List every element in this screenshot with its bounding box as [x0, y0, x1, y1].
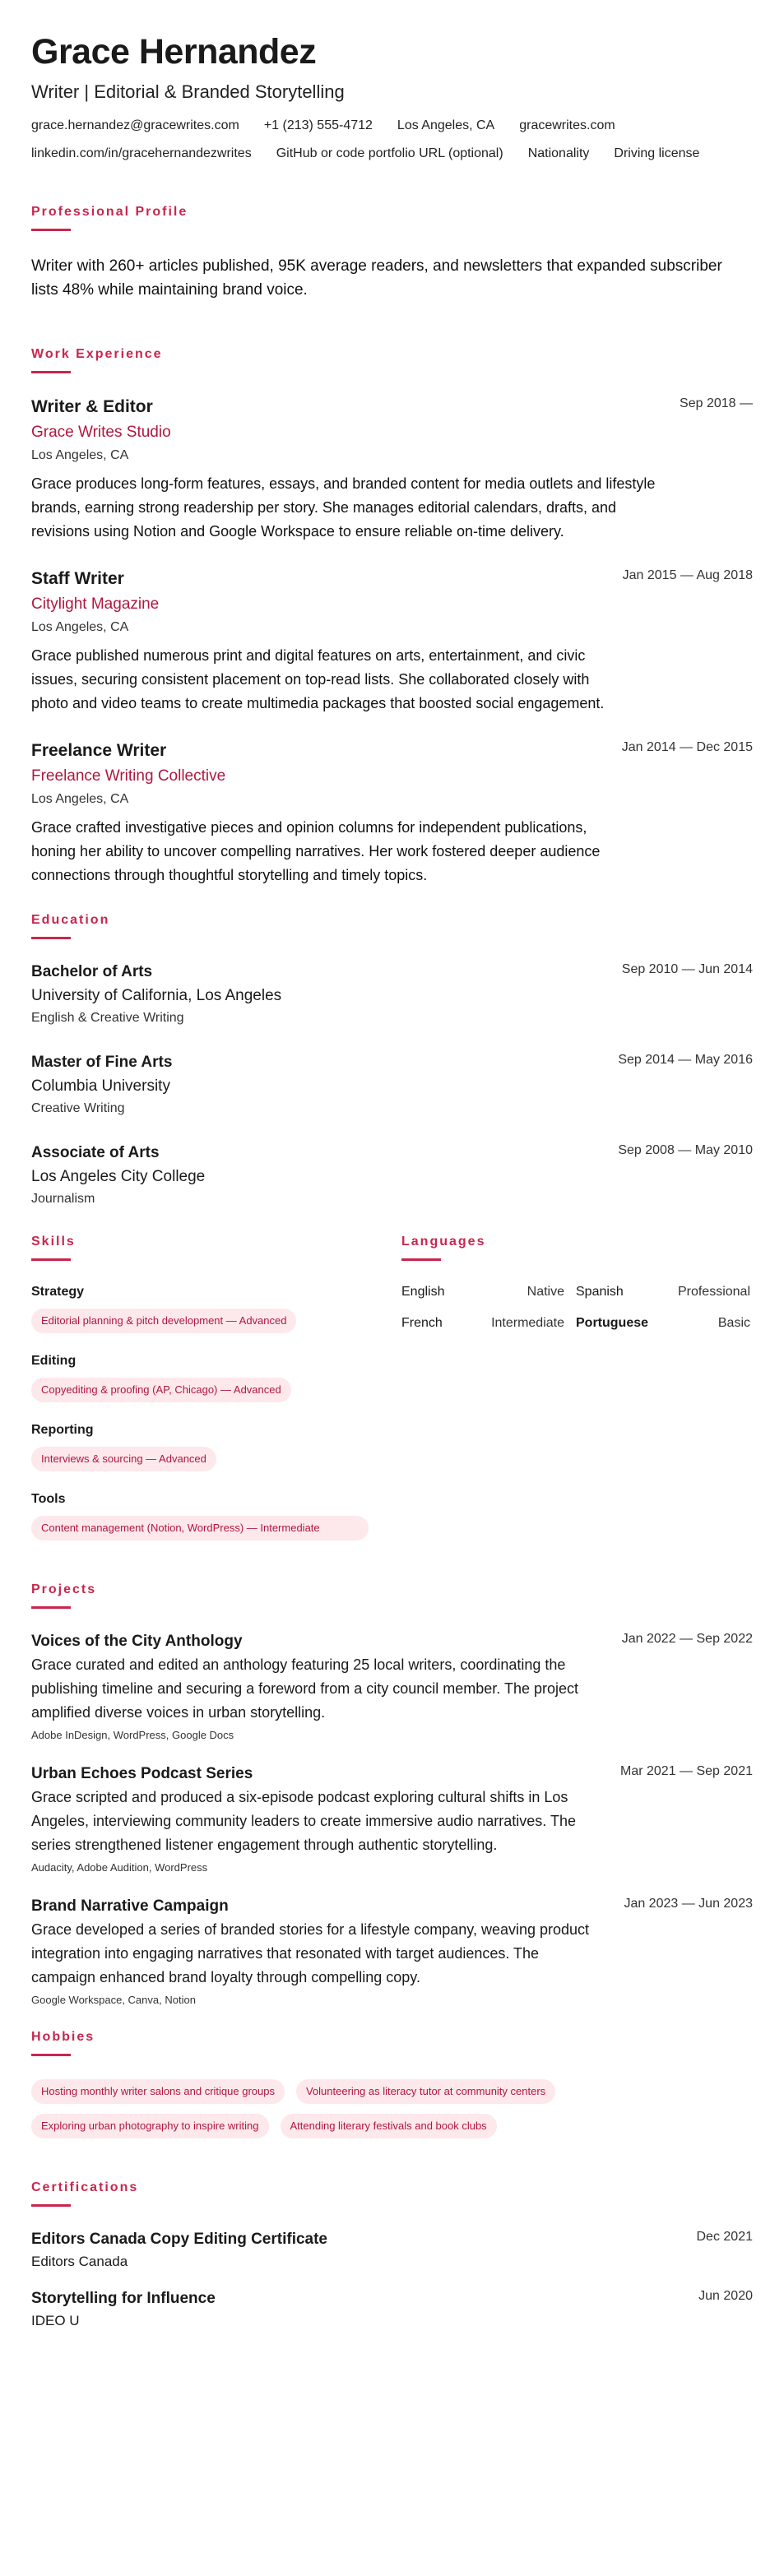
project-name: Urban Echoes Podcast Series: [31, 1765, 253, 1782]
section-title: Education: [31, 913, 110, 927]
project-description: Grace developed a series of branded stories for a lifestyle company, weaving product integration into engaging narratives that resonated with target audiences. The campaign enhanced brand loyalty through compelling copy.: [31, 1921, 590, 1985]
section-divider: [31, 1606, 71, 1609]
hobby-chip: Hosting monthly writer salons and critique groups: [31, 2079, 285, 2104]
language-name: French: [401, 1316, 443, 1330]
degree: Bachelor of Arts: [31, 963, 153, 980]
field-of-study: Creative Writing: [31, 1101, 125, 1115]
job-location: Los Angeles, CA: [31, 792, 129, 806]
job-location: Los Angeles, CA: [31, 448, 129, 462]
language-item: [401, 1315, 576, 1332]
education-entry: [31, 1053, 753, 1117]
entry-dates: Sep 2010 — Jun 2014: [621, 962, 753, 976]
certification-entry: [31, 2289, 753, 2330]
contact-phone[interactable]: +1 (213) 555-4712: [263, 118, 373, 132]
certification-issuer: IDEO U: [31, 2313, 80, 2328]
skills-languages-row: [31, 1234, 753, 1560]
language-level: Intermediate: [491, 1316, 564, 1330]
education-entry: [31, 1143, 753, 1207]
section-title: Certifications: [31, 2180, 139, 2194]
section-divider: [401, 1258, 441, 1261]
skills-section: [31, 1234, 398, 1560]
language-item: [576, 1315, 750, 1332]
job-title: Writer & Editor: [31, 397, 153, 416]
entry-dates: Jan 2014 — Dec 2015: [621, 740, 753, 754]
section-divider: [31, 229, 71, 231]
language-name: Spanish: [576, 1285, 624, 1299]
project-tools: Adobe InDesign, WordPress, Google Docs: [31, 1729, 234, 1741]
job-description: Grace crafted investigative pieces and opinion columns for independent publications, honing her ability to uncover compelling narratives. Her work fostered deeper audience connections through thoughtful storytelling and timely topics.: [31, 819, 601, 883]
certification-issuer: Editors Canada: [31, 2254, 128, 2269]
project-entry: [31, 1632, 753, 1743]
field-of-study: English & Creative Writing: [31, 1011, 184, 1025]
languages-section: [401, 1234, 750, 1560]
skill-group: [31, 1422, 398, 1471]
resume-header: [31, 31, 753, 161]
school: Columbia University: [31, 1077, 170, 1095]
company-name: Citylight Magazine: [31, 595, 160, 613]
project-name: Brand Narrative Campaign: [31, 1897, 229, 1915]
entry-dates: Jan 2015 — Aug 2018: [622, 568, 753, 582]
skill-category: Strategy: [31, 1285, 85, 1299]
project-entry: [31, 1897, 753, 2008]
contact-website[interactable]: gracewrites.com: [519, 118, 615, 132]
section-title: Professional Profile: [31, 205, 188, 219]
company-name: Grace Writes Studio: [31, 424, 171, 441]
skill-group: [31, 1284, 398, 1333]
profile-section: [31, 204, 753, 302]
hobby-chip: Volunteering as literacy tutor at community centers: [296, 2079, 555, 2104]
language-level: Native: [527, 1285, 564, 1299]
section-divider: [31, 1258, 71, 1261]
skill-group: [31, 1353, 398, 1402]
section-title: Skills: [31, 1235, 76, 1249]
education-section: [31, 912, 753, 1207]
hobby-chip: Exploring urban photography to inspire writing: [31, 2114, 269, 2138]
project-description: Grace scripted and produced a six-episode podcast exploring cultural shifts in Los Angeles, interviewing community leaders to create immersive audio narratives. The series strengthened listener engagement through authentic storytelling.: [31, 1789, 576, 1853]
project-tools: Google Workspace, Canva, Notion: [31, 1994, 196, 2006]
certifications-section: [31, 2180, 753, 2330]
job-title: Staff Writer: [31, 569, 124, 588]
certification-name: Editors Canada Copy Editing Certificate: [31, 2231, 327, 2248]
degree: Associate of Arts: [31, 1144, 160, 1161]
project-tools: Audacity, Adobe Audition, WordPress: [31, 1861, 208, 1874]
contact-location: Los Angeles, CA: [397, 118, 495, 132]
job-location: Los Angeles, CA: [31, 620, 129, 634]
entry-dates: Jan 2022 — Sep 2022: [621, 1632, 753, 1646]
certification-date: Jun 2020: [698, 2289, 753, 2303]
contact-list: [31, 118, 753, 161]
certification-entry: [31, 2230, 753, 2271]
job-title: Freelance Writer: [31, 741, 167, 760]
language-name: English: [401, 1285, 445, 1299]
section-title: Hobbies: [31, 2030, 95, 2044]
contact-linkedin[interactable]: linkedin.com/in/gracehernandezwrites: [31, 146, 252, 160]
profile-text: Writer with 260+ articles published, 95K average readers, and newsletters that expanded subscriber lists 48% while maintaining brand voice.: [31, 257, 722, 299]
education-entry: [31, 962, 753, 1026]
entry-dates: Jan 2023 — Jun 2023: [624, 1897, 753, 1911]
project-entry: [31, 1764, 753, 1875]
skill-category: Reporting: [31, 1423, 94, 1437]
company-name: Freelance Writing Collective: [31, 767, 226, 785]
project-name: Voices of the City Anthology: [31, 1633, 243, 1650]
section-title: Work Experience: [31, 347, 163, 361]
school: Los Angeles City College: [31, 1168, 206, 1185]
contact-email[interactable]: grace.hernandez@gracewrites.com: [31, 118, 239, 132]
language-level: Basic: [717, 1316, 750, 1330]
section-divider: [31, 2054, 71, 2056]
language-name: Portuguese: [576, 1316, 649, 1330]
entry-dates: Sep 2008 — May 2010: [618, 1143, 753, 1157]
language-item: [401, 1284, 576, 1300]
experience-entry: [31, 396, 753, 544]
job-description: Grace published numerous print and digital features on arts, entertainment, and civic issues, securing consistent placement on top-read lists. She collaborated closely with photo and video teams to create multimedia packages that boosted social engagement.: [31, 647, 605, 711]
contact-driving-license: Driving license: [614, 146, 700, 160]
skill-category: Editing: [31, 1354, 77, 1368]
skill-chip: Content management (Notion, WordPress) — Intermediate: [31, 1516, 369, 1541]
language-level: Professional: [677, 1285, 750, 1299]
section-divider: [31, 371, 71, 373]
school: University of California, Los Angeles: [31, 987, 282, 1004]
skill-category: Tools: [31, 1492, 66, 1506]
section-divider: [31, 2204, 71, 2207]
experience-entry: [31, 568, 753, 716]
hobby-list: [31, 2079, 689, 2138]
contact-github: GitHub or code portfolio URL (optional): [276, 146, 503, 160]
skill-group: [31, 1491, 398, 1541]
degree: Master of Fine Arts: [31, 1054, 173, 1071]
skill-chip: Copyediting & proofing (AP, Chicago) — Advanced: [31, 1378, 291, 1402]
section-title: Languages: [401, 1235, 486, 1249]
skill-chip: Interviews & sourcing — Advanced: [31, 1447, 216, 1471]
headline: Writer | Editorial & Branded Storytelling: [31, 81, 345, 102]
experience-section: [31, 346, 753, 887]
entry-dates: Sep 2018 —: [680, 396, 753, 410]
entry-dates: Mar 2021 — Sep 2021: [620, 1764, 753, 1778]
section-divider: [31, 937, 71, 939]
languages-grid: [401, 1284, 750, 1332]
experience-entry: [31, 740, 753, 887]
entry-dates: Sep 2014 — May 2016: [618, 1053, 753, 1067]
language-item: [576, 1284, 750, 1300]
certification-date: Dec 2021: [696, 2230, 753, 2244]
hobbies-section: [31, 2029, 753, 2138]
contact-nationality: Nationality: [527, 146, 590, 160]
section-title: Projects: [31, 1582, 97, 1596]
candidate-name: Grace Hernandez: [31, 32, 317, 72]
project-description: Grace curated and edited an anthology featuring 25 local writers, coordinating the publishing timeline and securing a foreword from a city council member. The project amplified diverse voices in urban storytelling.: [31, 1656, 578, 1721]
hobby-chip: Attending literary festivals and book clubs: [281, 2114, 497, 2138]
certification-name: Storytelling for Influence: [31, 2290, 216, 2307]
projects-section: [31, 1582, 753, 2008]
field-of-study: Journalism: [31, 1192, 95, 1206]
skill-chip: Editorial planning & pitch development — Advanced: [31, 1309, 296, 1333]
job-description: Grace produces long-form features, essays, and branded content for media outlets and lifestyle brands, earning strong readership per story. She manages editorial calendars, drafts, and revisions using Notion and Google Workspace to ensure reliable on-time delivery.: [31, 475, 656, 540]
